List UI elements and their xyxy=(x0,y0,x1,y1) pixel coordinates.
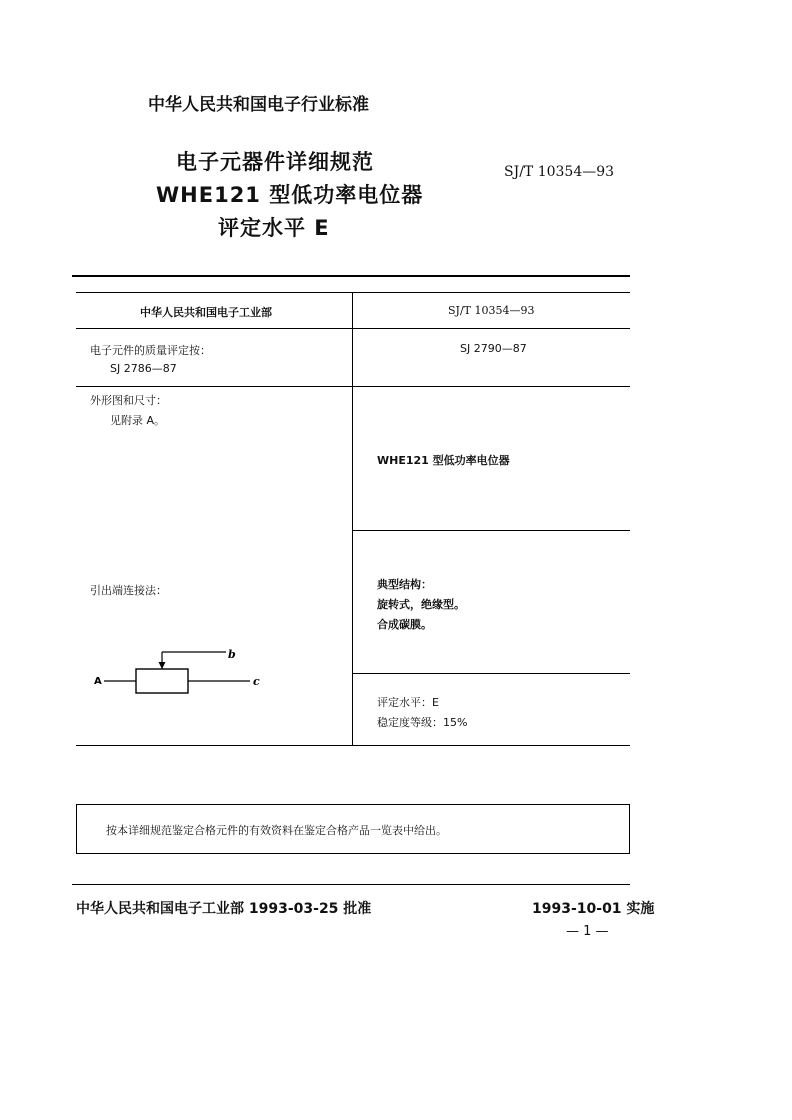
approval-line: 中华人民共和国电子工业部 1993-03-25 批准 xyxy=(76,901,372,917)
structure-line-2: 旋转式，绝缘型。 xyxy=(377,598,465,611)
title-line-3: 评定水平 E xyxy=(218,216,330,240)
page-number: — 1 — xyxy=(566,924,609,939)
terminal-a-label: A xyxy=(94,676,102,687)
title-line-2: WHE121 型低功率电位器 xyxy=(156,183,424,207)
assessment-level: 评定水平：E xyxy=(377,696,439,709)
outline-label: 外形图和尺寸： xyxy=(90,394,167,407)
table-top-border xyxy=(76,292,630,293)
outline-ref: 见附录 A。 xyxy=(110,414,166,427)
table-column-divider xyxy=(352,292,353,746)
standard-code: SJ/T 10354—93 xyxy=(504,164,615,180)
code-cell: SJ/T 10354—93 xyxy=(448,304,535,317)
potentiometer-diagram xyxy=(90,640,270,710)
terminal-b-label: b xyxy=(228,648,236,661)
wiper-arrow xyxy=(159,662,166,669)
quality-label: 电子元件的质量评定按： xyxy=(90,344,211,357)
stability-grade: 稳定度等级：15% xyxy=(377,716,468,729)
issuer-cell: 中华人民共和国电子工业部 xyxy=(140,306,272,319)
structure-line-3: 合成碳膜。 xyxy=(377,618,432,631)
quality-ref: SJ 2786—87 xyxy=(110,362,177,375)
table-bottom-border xyxy=(76,745,630,746)
implementation-date: 1993-10-01 实施 xyxy=(532,901,655,917)
table-row-divider xyxy=(76,328,630,329)
title-line-1: 电子元器件详细规范 xyxy=(176,150,374,174)
resistor-body xyxy=(136,669,188,693)
issuing-org: 中华人民共和国电子行业标准 xyxy=(148,95,369,115)
terminal-c-label: c xyxy=(253,675,260,688)
table-row-divider xyxy=(352,530,630,531)
terminal-label: 引出端连接法： xyxy=(90,584,167,597)
product-name: WHE121 型低功率电位器 xyxy=(377,454,510,467)
note-text: 按本详细规范鉴定合格元件的有效资料在鉴定合格产品一览表中给出。 xyxy=(106,824,447,837)
table-row-divider xyxy=(76,386,630,387)
right-ref: SJ 2790—87 xyxy=(460,342,527,355)
header-rule xyxy=(72,275,630,277)
table-row-divider xyxy=(352,673,630,674)
structure-line-1: 典型结构： xyxy=(377,578,432,591)
footer-rule xyxy=(72,884,630,885)
